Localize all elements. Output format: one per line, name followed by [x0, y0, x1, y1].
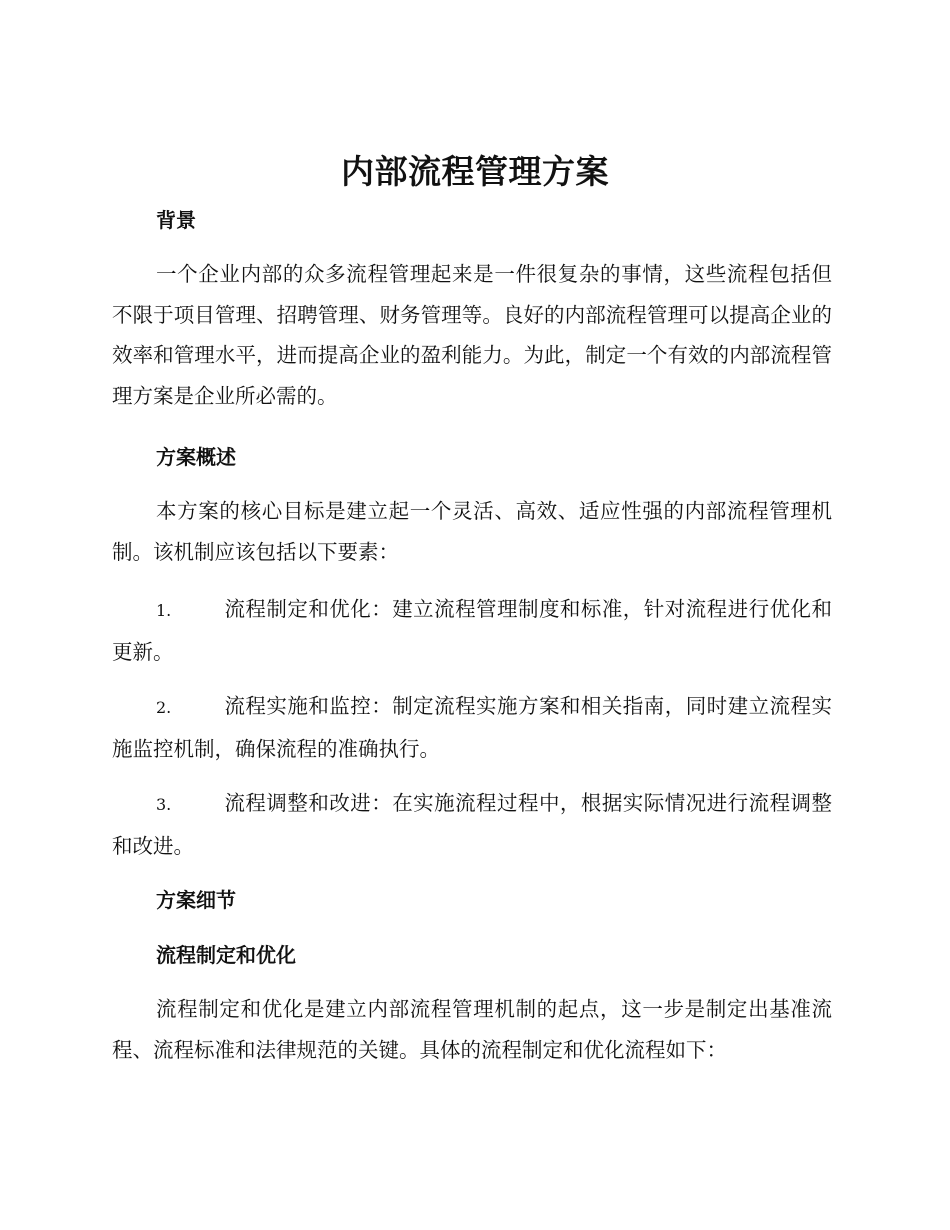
list-item-number: 3.: [156, 795, 172, 814]
paragraph-overview: 本方案的核心目标是建立起一个灵活、高效、适应性强的内部流程管理机制。该机制应该包括以下要素：: [112, 499, 832, 564]
heading-background: 背景: [156, 208, 196, 232]
heading-overview: 方案概述: [156, 445, 236, 469]
heading-process-design: 流程制定和优化: [156, 943, 296, 967]
list-item-number: 1.: [156, 601, 172, 620]
list-item-text: 流程制定和优化：建立流程管理制度和标准，针对流程进行优化和更新。: [112, 597, 832, 664]
list-item-2: [112, 686, 832, 769]
list-item-text: 流程实施和监控：制定流程实施方案和相关指南，同时建立流程实施监控机制，确保流程的准确执行。: [112, 694, 832, 761]
document-title: 内部流程管理方案: [341, 152, 609, 191]
paragraph-process-design: 流程制定和优化是建立内部流程管理机制的起点，这一步是制定出基准流程、流程标准和法律规范的关键。具体的流程制定和优化流程如下：: [112, 997, 832, 1062]
list-item-1: [112, 589, 832, 672]
list-item-number: 2.: [156, 698, 172, 717]
paragraph-background: 一个企业内部的众多流程管理起来是一件很复杂的事情，这些流程包括但不限于项目管理、招聘管理、财务管理等。良好的内部流程管理可以提高企业的效率和管理水平，进而提高企业的盈利能力。为此，制定一个有效的内部流程管理方案是企业所必需的。: [112, 262, 832, 408]
list-item-text: 流程调整和改进：在实施流程过程中，根据实际情况进行流程调整和改进。: [112, 791, 832, 858]
list-item-3: [112, 783, 832, 866]
heading-details: 方案细节: [156, 888, 236, 912]
